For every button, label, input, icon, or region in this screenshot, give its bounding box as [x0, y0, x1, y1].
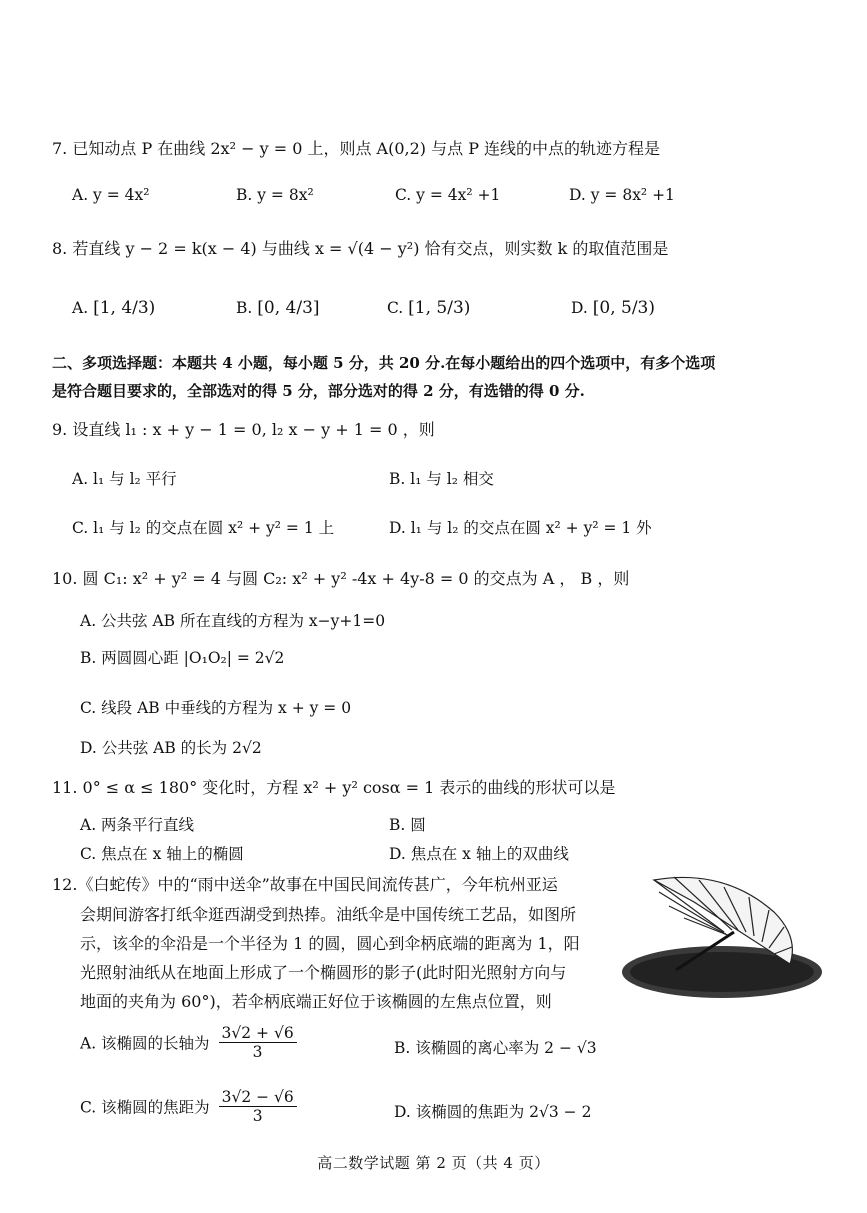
- q12-line5: 地面的夹角为 60°)，若伞柄底端正好位于该椭圆的左焦点位置，则: [80, 992, 552, 1011]
- q10-option-a: A. 公共弦 AB 所在直线的方程为 x−y+1=0: [80, 612, 386, 630]
- q12-option-a: [80, 1024, 297, 1061]
- q12-option-c-numerator: 3√2 − √6: [219, 1088, 297, 1107]
- q12-option-a-label: A. 该椭圆的长轴为: [80, 1034, 210, 1053]
- q12-option-c-label: C. 该椭圆的焦距为: [80, 1098, 210, 1117]
- q9-option-b: B. l₁ 与 l₂ 相交: [389, 470, 494, 488]
- q12-option-a-denominator: 3: [252, 1043, 263, 1061]
- q9-option-a: A. l₁ 与 l₂ 平行: [72, 470, 177, 488]
- q11-option-d: D. 焦点在 x 轴上的双曲线: [389, 845, 569, 863]
- q12-option-d: D. 该椭圆的焦距为 2√3 − 2: [394, 1103, 592, 1121]
- q8-option-d-label: D.: [571, 299, 588, 317]
- q12-option-b: B. 该椭圆的离心率为 2 − √3: [394, 1039, 597, 1057]
- q12-option-a-fraction: [219, 1024, 297, 1061]
- section2-heading-line1: 二、多项选择题：本题共 4 小题，每小题 5 分，共 20 分.在每小题给出的四个选项中，有多个选项: [52, 354, 716, 372]
- q12-option-a-numerator: 3√2 + √6: [219, 1024, 297, 1043]
- q9-option-d: D. l₁ 与 l₂ 的交点在圆 x² + y² = 1 外: [389, 519, 652, 537]
- q12-option-c: [80, 1088, 297, 1125]
- q7-stem: 7. 已知动点 P 在曲线 2x² − y = 0 上，则点 A(0,2) 与点 P 连线的中点的轨迹方程是: [52, 139, 661, 158]
- q7-option-c: C. y = 4x² +1: [395, 186, 501, 204]
- q10-option-c: C. 线段 AB 中垂线的方程为 x + y = 0: [80, 699, 352, 717]
- q11-option-b: B. 圆: [389, 816, 426, 834]
- q8-option-a-label: A.: [72, 299, 89, 317]
- q8-option-a: [72, 298, 155, 318]
- q9-stem: 9. 设直线 l₁ : x + y − 1 = 0, l₂ x − y + 1 = 0 ，则: [52, 420, 435, 439]
- q7-option-d: D. y = 8x² +1: [569, 186, 675, 204]
- q10-option-d: D. 公共弦 AB 的长为 2√2: [80, 739, 262, 757]
- q11-option-c: C. 焦点在 x 轴上的椭圆: [80, 845, 244, 863]
- section2-heading-line2: 是符合题目要求的，全部选对的得 5 分，部分选对的得 2 分，有选错的得 0 分.: [52, 382, 585, 400]
- q8-option-d-value: [0, 5/3): [592, 298, 655, 318]
- q12-line2: 会期间游客打纸伞逛西湖受到热捧。油纸伞是中国传统工艺品，如图所: [80, 905, 577, 924]
- q10-stem: 10. 圆 C₁: x² + y² = 4 与圆 C₂: x² + y² -4x + 4y-8 = 0 的交点为 A ， B ，则: [52, 569, 630, 588]
- q10-option-b: B. 两圆圆心距 |O₁O₂| = 2√2: [80, 649, 285, 667]
- q11-option-a: A. 两条平行直线: [80, 816, 195, 834]
- q9-option-c: C. l₁ 与 l₂ 的交点在圆 x² + y² = 1 上: [72, 519, 335, 537]
- q8-option-c-value: [1, 5/3): [408, 298, 471, 318]
- q8-option-c: [387, 298, 470, 318]
- q7-option-a: A. y = 4x²: [72, 186, 150, 204]
- page-footer: 高二数学试题 第 2 页（共 4 页）: [317, 1154, 550, 1172]
- q12-line1: 12.《白蛇传》中的“雨中送伞”故事在中国民间流传甚广，今年杭州亚运: [52, 875, 558, 894]
- q11-stem: 11. 0° ≤ α ≤ 180° 变化时，方程 x² + y² cosα = 1 表示的曲线的形状可以是: [52, 778, 616, 797]
- oil-paper-umbrella-illustration: [614, 872, 822, 1002]
- q8-option-c-label: C.: [387, 299, 404, 317]
- q8-option-a-value: [1, 4/3): [93, 298, 156, 318]
- q12-option-c-fraction: [219, 1088, 297, 1125]
- q7-option-b: B. y = 8x²: [236, 186, 314, 204]
- q8-option-d: [571, 298, 655, 318]
- q8-stem: 8. 若直线 y − 2 = k(x − 4) 与曲线 x = √(4 − y²) 恰有交点，则实数 k 的取值范围是: [52, 239, 669, 258]
- q8-option-b-value: [0, 4/3]: [257, 298, 320, 318]
- q12-option-c-denominator: 3: [252, 1107, 263, 1125]
- q8-option-b-label: B.: [236, 299, 253, 317]
- q12-line4: 光照射油纸从在地面上形成了一个椭圆形的影子(此时阳光照射方向与: [80, 963, 567, 982]
- q8-option-b: [236, 298, 320, 318]
- q12-line3: 示，该伞的伞沿是一个半径为 1 的圆，圆心到伞柄底端的距离为 1，阳: [80, 934, 580, 953]
